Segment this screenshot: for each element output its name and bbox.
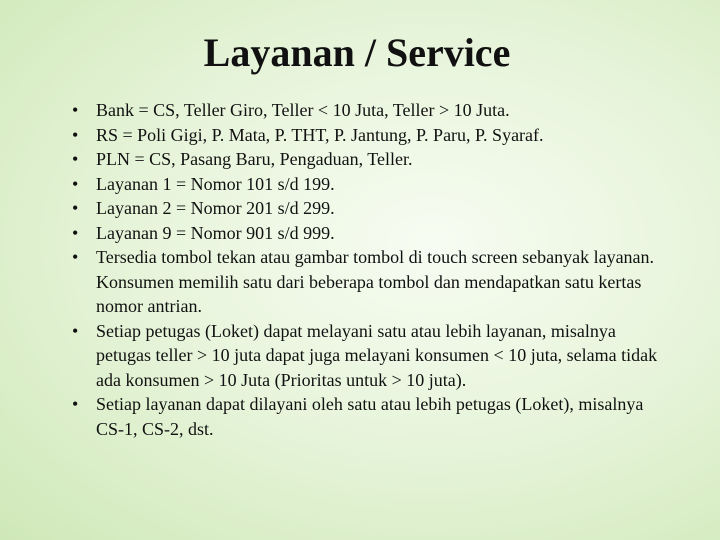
list-item — [72, 196, 672, 221]
bullet-icon: • — [72, 149, 79, 169]
list-item-text: RS = Poli Gigi, P. Mata, P. THT, P. Jantung, P. Paru, P. Syaraf. — [96, 124, 544, 145]
list-item-text: Layanan 1 = Nomor 101 s/d 199. — [96, 173, 335, 194]
bullet-icon: • — [72, 247, 79, 267]
bullet-icon: • — [72, 100, 79, 120]
list-item-text: Layanan 2 = Nomor 201 s/d 299. — [96, 198, 335, 218]
list-item-text: Bank = CS, Teller Giro, Teller < 10 Juta, Teller > 10 Juta. — [96, 100, 510, 120]
slide-title: Layanan / Service — [203, 30, 511, 75]
bullet-icon: • — [72, 222, 79, 243]
bullet-icon: • — [72, 173, 79, 194]
list-item — [72, 123, 672, 148]
bullet-icon: • — [72, 320, 79, 341]
list-item-text: PLN = CS, Pasang Baru, Pengaduan, Teller. — [96, 149, 413, 169]
list-item-text: Layanan 9 = Nomor 901 s/d 999. — [96, 222, 335, 243]
list-item-text: Tersedia tombol tekan atau gambar tombol di touch screen sebanyak layanan. Konsumen memilih satu dari beberapa tombol dan mendapatkan satu kertas nomor antrian. — [96, 247, 655, 316]
list-item — [72, 319, 672, 393]
list-item — [72, 172, 672, 197]
list-item-text: Setiap layanan dapat dilayani oleh satu atau lebih petugas (Loket), misalnya CS-1, CS-2, dst. — [96, 394, 644, 439]
bullet-icon: • — [72, 124, 79, 145]
bullet-icon: • — [72, 198, 79, 218]
list-item — [72, 245, 672, 319]
bullet-icon: • — [72, 394, 79, 414]
list-item — [72, 98, 672, 123]
bullet-list — [72, 98, 672, 441]
list-item — [72, 147, 672, 172]
list-item-text: Setiap petugas (Loket) dapat melayani satu atau lebih layanan, misalnya petugas teller > 10 juta dapat juga melayani konsumen < 10 juta, selama tidak ada konsumen > 10 Juta (Prioritas untuk > 10 juta). — [96, 320, 658, 390]
list-item — [72, 392, 672, 441]
list-item — [72, 221, 672, 246]
